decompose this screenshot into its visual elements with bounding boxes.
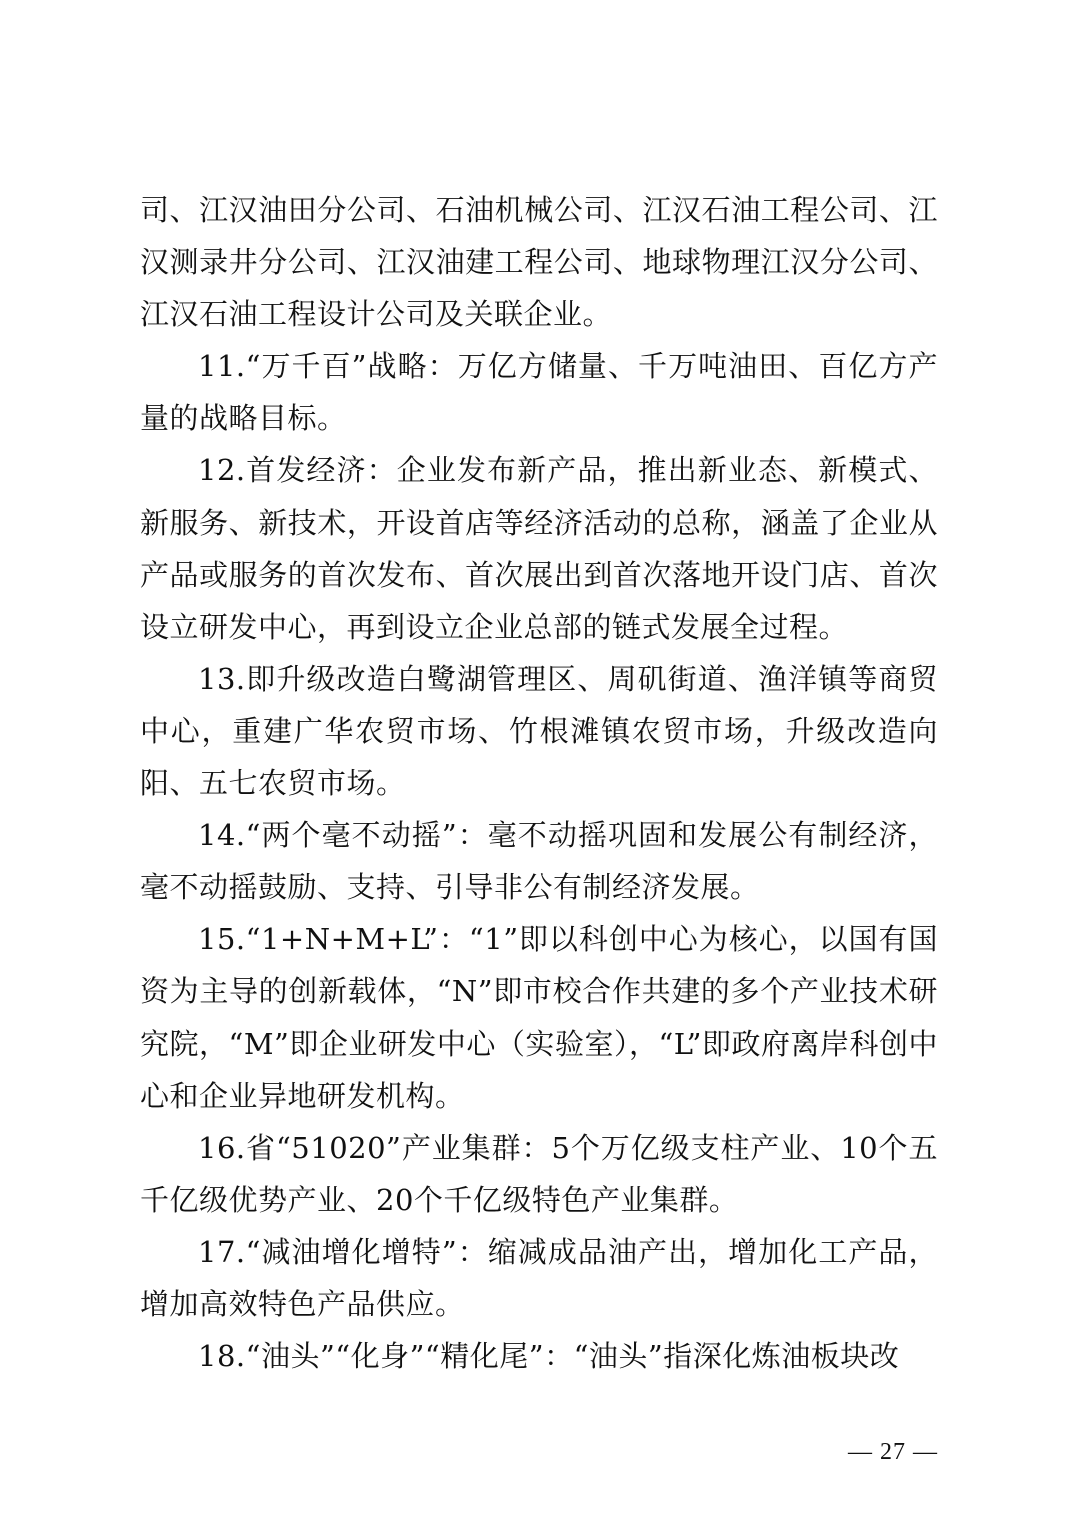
- paragraph-18: 18.“油头”“化身”“精化尾”：“油头”指深化炼油板块改: [198, 1339, 900, 1374]
- paragraph-17: 17.“减油增化增特”：缩减成品油产出，增加化工产品，增加高效特色产品供应。: [140, 1234, 938, 1321]
- paragraph-continuation: 司、江汉油田分公司、石油机械公司、江汉石油工程公司、江汉测录井分公司、江汉油建工程公司、地球物理江汉分公司、江汉石油工程设计公司及关联企业。: [140, 193, 938, 332]
- paragraph-11: 11.“万千百”战略：万亿方储量、千万吨油田、百亿方产量的战略目标。: [140, 349, 938, 436]
- body-text: [140, 184, 938, 1382]
- paragraph-14: 14.“两个毫不动摇”：毫不动摇巩固和发展公有制经济，毫不动摇鼓励、支持、引导非公有制经济发展。: [140, 818, 938, 905]
- page-number: — 27 —: [848, 1439, 938, 1465]
- paragraph-13: 13.即升级改造白鹭湖管理区、周矶街道、渔洋镇等商贸中心，重建广华农贸市场、竹根滩镇农贸市场，升级改造向阳、五七农贸市场。: [140, 661, 938, 801]
- paragraph-12: 12.首发经济：企业发布新产品，推出新业态、新模式、新服务、新技术，开设首店等经济活动的总称，涵盖了企业从产品或服务的首次发布、首次展出到首次落地开设门店、首次设立研发中心，再到设立企业总部的链式发展全过程。: [140, 453, 938, 644]
- paragraph-16: 16.省“51020”产业集群：5个万亿级支柱产业、10个五千亿级优势产业、20个千亿级特色产业集群。: [140, 1130, 938, 1217]
- paragraph-15: 15.“1+N+M+L”：“1”即以科创中心为核心，以国有国资为主导的创新载体，“N”即市校合作共建的多个产业技术研究院，“M”即企业研发中心（实验室），“L”即政府离岸科创中心和企业异地研发机构。: [140, 922, 938, 1113]
